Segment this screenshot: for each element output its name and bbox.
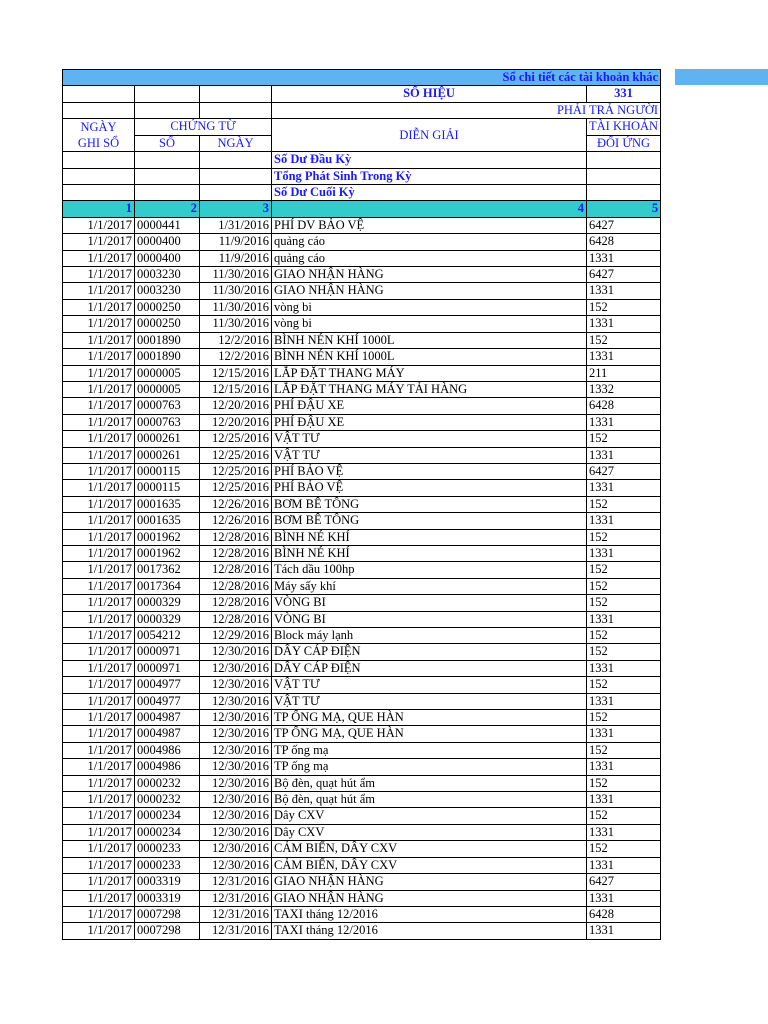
ngay-chung-tu-cell: 1/31/2016 [200,217,272,233]
dien-giai-cell: DÂY CÁP ĐIỆN [272,660,587,676]
ngay-ghi-so-cell: 1/1/2017 [63,447,135,463]
ngay-ghi-so-cell: 1/1/2017 [63,349,135,365]
table-row [63,857,661,873]
ngay-chung-tu-cell: 11/30/2016 [200,283,272,299]
col-number-5: 5 [587,201,661,217]
ngay-chung-tu-cell: 12/20/2016 [200,414,272,430]
dien-giai-cell: Máy sấy khí [272,578,587,594]
dien-giai-cell: CẢM BIẾN, DÂY CXV [272,841,587,857]
tai-khoan-doi-ung-cell: 152 [587,332,661,348]
dien-giai-cell: VÒNG BI [272,595,587,611]
dien-giai-cell: PHÍ ĐẬU XE [272,398,587,414]
column-number-row [63,201,661,217]
tai-khoan-doi-ung-cell: 152 [587,677,661,693]
so-chung-tu-cell: 0017362 [135,562,200,578]
title-bar-extension [675,69,768,85]
so-chung-tu-cell: 0001962 [135,545,200,561]
so-chung-tu-cell: 0000250 [135,299,200,315]
ngay-ghi-so-cell: 1/1/2017 [63,890,135,906]
tai-khoan-doi-ung-cell: 1331 [587,480,661,496]
ngay-ghi-so-cell: 1/1/2017 [63,628,135,644]
ngay-chung-tu-cell: 12/28/2016 [200,595,272,611]
ngay-chung-tu-cell: 12/30/2016 [200,693,272,709]
so-hieu-label: SỐ HIỆU [272,86,587,102]
ngay-chung-tu-cell: 12/30/2016 [200,857,272,873]
so-chung-tu-cell: 0000250 [135,316,200,332]
dien-giai-cell: TP ống mạ [272,759,587,775]
tai-khoan-doi-ung-cell: 152 [587,299,661,315]
tai-khoan-doi-ung-cell: 152 [587,529,661,545]
table-row [63,890,661,906]
ngay-chung-tu-cell: 12/25/2016 [200,463,272,479]
so-chung-tu-cell: 0000005 [135,365,200,381]
so-chung-tu-cell: 0001962 [135,529,200,545]
ngay-ghi-so-cell: 1/1/2017 [63,217,135,233]
ngay-chung-tu-cell: 12/31/2016 [200,906,272,922]
ngay-ghi-so-header [63,119,135,152]
tai-khoan-doi-ung-cell: 1331 [587,611,661,627]
table-row [63,677,661,693]
so-du-dau-ky-row [63,152,661,168]
ngay-ghi-so-cell: 1/1/2017 [63,414,135,430]
ngay-ghi-so-cell: 1/1/2017 [63,431,135,447]
ngay-ghi-so-cell: 1/1/2017 [63,644,135,660]
so-chung-tu-cell: 0000261 [135,431,200,447]
ngay-ghi-so-cell: 1/1/2017 [63,611,135,627]
ngay-ghi-so-cell: 1/1/2017 [63,578,135,594]
ngay-ghi-so-line2: GHI SỔ [77,136,120,151]
table-row [63,874,661,890]
ngay-ghi-so-cell: 1/1/2017 [63,841,135,857]
ngay-chung-tu-cell: 12/20/2016 [200,398,272,414]
ngay-ghi-so-cell: 1/1/2017 [63,496,135,512]
so-chung-tu-cell: 0004986 [135,759,200,775]
ngay-chung-tu-cell: 12/30/2016 [200,742,272,758]
so-du-cuoi-ky-row [63,185,661,201]
so-header: SỐ [135,135,200,152]
table-row [63,693,661,709]
table-row [63,234,661,250]
ngay-ghi-so-cell: 1/1/2017 [63,824,135,840]
dien-giai-cell: Dây CXV [272,808,587,824]
ngay-chung-tu-cell: 12/15/2016 [200,365,272,381]
ngay-ghi-so-cell: 1/1/2017 [63,660,135,676]
ngay-header: NGÀY [200,135,272,152]
dien-giai-cell: VÒNG BI [272,611,587,627]
tai-khoan-doi-ung-cell: 152 [587,562,661,578]
tai-khoan-doi-ung-cell: 1331 [587,890,661,906]
so-chung-tu-cell: 0000763 [135,398,200,414]
ngay-ghi-so-cell: 1/1/2017 [63,381,135,397]
ngay-chung-tu-cell: 12/25/2016 [200,431,272,447]
tai-khoan-doi-ung-cell: 6427 [587,217,661,233]
table-row [63,431,661,447]
table-row [63,349,661,365]
ngay-ghi-so-cell: 1/1/2017 [63,742,135,758]
tai-khoan-doi-ung-cell: 1331 [587,693,661,709]
dien-giai-cell: BƠM BÊ TÔNG [272,496,587,512]
tai-khoan-doi-ung-cell: 211 [587,365,661,381]
tai-khoan-doi-ung-cell: 1331 [587,759,661,775]
so-chung-tu-cell: 0000971 [135,660,200,676]
dien-giai-cell: BƠM BÊ TÔNG [272,513,587,529]
ngay-chung-tu-cell: 12/30/2016 [200,841,272,857]
ngay-chung-tu-cell: 12/26/2016 [200,513,272,529]
ngay-ghi-so-cell: 1/1/2017 [63,513,135,529]
title-row [63,70,661,86]
ngay-ghi-so-cell: 1/1/2017 [63,316,135,332]
ngay-chung-tu-cell: 12/30/2016 [200,644,272,660]
so-chung-tu-cell: 0000441 [135,217,200,233]
account-name-row [63,102,661,118]
so-chung-tu-cell: 0000115 [135,480,200,496]
table-row [63,660,661,676]
ngay-ghi-so-cell: 1/1/2017 [63,529,135,545]
table-row [63,299,661,315]
dien-giai-cell: TAXI tháng 12/2016 [272,906,587,922]
ngay-chung-tu-cell: 12/30/2016 [200,824,272,840]
ngay-chung-tu-cell: 12/31/2016 [200,890,272,906]
tai-khoan-header: TÀI KHOẢN [587,119,661,136]
tai-khoan-doi-ung-cell: 1332 [587,381,661,397]
tai-khoan-doi-ung-cell: 1331 [587,857,661,873]
dien-giai-cell: BÌNH NÉN KHÍ 1000L [272,349,587,365]
tai-khoan-doi-ung-cell: 152 [587,496,661,512]
dien-giai-cell: quảng cáo [272,234,587,250]
dien-giai-cell: TAXI tháng 12/2016 [272,923,587,939]
ngay-chung-tu-cell: 12/28/2016 [200,545,272,561]
so-chung-tu-cell: 0004977 [135,693,200,709]
ngay-ghi-so-cell: 1/1/2017 [63,693,135,709]
ngay-ghi-so-cell: 1/1/2017 [63,906,135,922]
tai-khoan-doi-ung-cell: 1331 [587,283,661,299]
ngay-ghi-so-cell: 1/1/2017 [63,299,135,315]
ngay-chung-tu-cell: 12/15/2016 [200,381,272,397]
dien-giai-cell: LẮP ĐẶT THANG MÁY TẢI HÀNG [272,381,587,397]
dien-giai-cell: PHÍ ĐẬU XE [272,414,587,430]
ngay-ghi-so-cell: 1/1/2017 [63,775,135,791]
so-chung-tu-cell: 0001890 [135,332,200,348]
dien-giai-cell: VẬT TƯ [272,693,587,709]
dien-giai-cell: VẬT TƯ [272,677,587,693]
dien-giai-cell: VẬT TƯ [272,447,587,463]
ledger-table [62,69,661,940]
dien-giai-cell: Bộ đèn, quạt hút ẩm [272,775,587,791]
so-chung-tu-cell: 0017364 [135,578,200,594]
tai-khoan-doi-ung-cell: 152 [587,710,661,726]
table-row [63,316,661,332]
ngay-chung-tu-cell: 12/30/2016 [200,677,272,693]
table-row [63,414,661,430]
dien-giai-cell: vòng bi [272,299,587,315]
ngay-chung-tu-cell: 11/30/2016 [200,316,272,332]
ngay-ghi-so-cell: 1/1/2017 [63,480,135,496]
ngay-ghi-so-cell: 1/1/2017 [63,857,135,873]
so-chung-tu-cell: 0004987 [135,710,200,726]
table-row [63,250,661,266]
tai-khoan-doi-ung-cell: 152 [587,775,661,791]
ngay-chung-tu-cell: 12/30/2016 [200,759,272,775]
ngay-ghi-so-line1: NGÀY [80,120,117,135]
so-chung-tu-cell: 0003230 [135,283,200,299]
ngay-chung-tu-cell: 11/9/2016 [200,250,272,266]
ngay-chung-tu-cell: 12/30/2016 [200,660,272,676]
tai-khoan-doi-ung-cell: 6428 [587,398,661,414]
dien-giai-cell: CẢM BIẾN, DÂY CXV [272,857,587,873]
tai-khoan-doi-ung-cell: 6428 [587,906,661,922]
table-row [63,710,661,726]
ngay-chung-tu-cell: 12/30/2016 [200,726,272,742]
ngay-ghi-so-cell: 1/1/2017 [63,365,135,381]
ngay-ghi-so-cell: 1/1/2017 [63,398,135,414]
col-number-4: 4 [272,201,587,217]
so-chung-tu-cell: 0007298 [135,923,200,939]
so-du-cuoi-ky-label: Số Dư Cuối Kỳ [272,185,587,201]
tai-khoan-doi-ung-cell: 152 [587,431,661,447]
tai-khoan-doi-ung-cell: 6427 [587,874,661,890]
dien-giai-cell: GIAO NHẬN HÀNG [272,283,587,299]
chung-tu-header: CHỨNG TỪ [135,119,272,136]
so-chung-tu-cell: 0000232 [135,775,200,791]
ngay-ghi-so-cell: 1/1/2017 [63,562,135,578]
so-chung-tu-cell: 0001635 [135,513,200,529]
tai-khoan-doi-ung-cell: 152 [587,644,661,660]
so-chung-tu-cell: 0003319 [135,874,200,890]
table-row [63,742,661,758]
so-chung-tu-cell: 0004987 [135,726,200,742]
dien-giai-cell: vòng bi [272,316,587,332]
dien-giai-cell: GIAO NHẬN HÀNG [272,874,587,890]
tai-khoan-doi-ung-cell: 1331 [587,447,661,463]
tai-khoan-doi-ung-cell: 1331 [587,250,661,266]
ledger-title: Sổ chi tiết các tài khoản khác [63,70,661,86]
ngay-ghi-so-cell: 1/1/2017 [63,726,135,742]
table-row [63,628,661,644]
so-chung-tu-cell: 0000763 [135,414,200,430]
table-row [63,611,661,627]
so-chung-tu-cell: 0001635 [135,496,200,512]
ngay-ghi-so-cell: 1/1/2017 [63,267,135,283]
tong-phat-sinh-row [63,168,661,184]
col-number-1: 1 [63,201,135,217]
table-row [63,906,661,922]
dien-giai-cell: BÌNH NÉN KHÍ 1000L [272,332,587,348]
ngay-ghi-so-cell: 1/1/2017 [63,677,135,693]
tai-khoan-doi-ung-cell: 152 [587,578,661,594]
so-chung-tu-cell: 0000400 [135,234,200,250]
ngay-ghi-so-cell: 1/1/2017 [63,595,135,611]
ngay-ghi-so-cell: 1/1/2017 [63,463,135,479]
so-chung-tu-cell: 0000261 [135,447,200,463]
tai-khoan-doi-ung-cell: 1331 [587,923,661,939]
dien-giai-cell: PHÍ BẢO VỆ [272,480,587,496]
table-row [63,217,661,233]
dien-giai-cell: DÂY CÁP ĐIỆN [272,644,587,660]
so-chung-tu-cell: 0000233 [135,857,200,873]
table-row [63,447,661,463]
account-number: 331 [587,86,661,102]
dien-giai-cell: Tách dầu 100hp [272,562,587,578]
tai-khoan-doi-ung-cell: 1331 [587,513,661,529]
ngay-chung-tu-cell: 12/28/2016 [200,529,272,545]
ngay-ghi-so-cell: 1/1/2017 [63,792,135,808]
dien-giai-cell: Dây CXV [272,824,587,840]
so-chung-tu-cell: 0003319 [135,890,200,906]
dien-giai-cell: Bộ đèn, quạt hút ẩm [272,792,587,808]
so-chung-tu-cell: 0000329 [135,595,200,611]
col-number-2: 2 [135,201,200,217]
dien-giai-cell: VẬT TƯ [272,431,587,447]
ngay-chung-tu-cell: 12/28/2016 [200,578,272,594]
ngay-chung-tu-cell: 12/30/2016 [200,808,272,824]
ngay-chung-tu-cell: 12/30/2016 [200,775,272,791]
table-row [63,283,661,299]
ngay-chung-tu-cell: 12/30/2016 [200,710,272,726]
dien-giai-cell: BÌNH NÉ KHÍ [272,545,587,561]
col-number-3: 3 [200,201,272,217]
header-row-1 [63,119,661,136]
tai-khoan-doi-ung-cell: 152 [587,841,661,857]
dien-giai-cell: TP ỐNG MẠ, QUE HÀN [272,710,587,726]
ngay-ghi-so-cell: 1/1/2017 [63,874,135,890]
ngay-ghi-so-cell: 1/1/2017 [63,283,135,299]
ngay-chung-tu-cell: 12/28/2016 [200,611,272,627]
dien-giai-cell: TP ỐNG MẠ, QUE HÀN [272,726,587,742]
so-chung-tu-cell: 0000234 [135,824,200,840]
so-chung-tu-cell: 0054212 [135,628,200,644]
dien-giai-cell: GIAO NHẬN HÀNG [272,890,587,906]
table-row [63,267,661,283]
dien-giai-cell: LẮP ĐẶT THANG MÁY [272,365,587,381]
ngay-chung-tu-cell: 12/2/2016 [200,332,272,348]
table-row [63,480,661,496]
table-row [63,496,661,512]
table-row [63,775,661,791]
table-row [63,923,661,939]
ngay-chung-tu-cell: 11/30/2016 [200,299,272,315]
so-chung-tu-cell: 0000400 [135,250,200,266]
dien-giai-cell: BÌNH NÉ KHÍ [272,529,587,545]
table-row [63,365,661,381]
ngay-chung-tu-cell: 12/26/2016 [200,496,272,512]
ngay-chung-tu-cell: 12/31/2016 [200,923,272,939]
ngay-chung-tu-cell: 11/30/2016 [200,267,272,283]
so-chung-tu-cell: 0004986 [135,742,200,758]
tai-khoan-doi-ung-cell: 1331 [587,660,661,676]
ngay-chung-tu-cell: 12/29/2016 [200,628,272,644]
table-row [63,644,661,660]
so-chung-tu-cell: 0000232 [135,792,200,808]
dien-giai-cell: Block máy lạnh [272,628,587,644]
table-row [63,759,661,775]
table-row [63,529,661,545]
dien-giai-cell: PHÍ DV BẢO VỆ [272,217,587,233]
table-row [63,463,661,479]
dien-giai-cell: quảng cáo [272,250,587,266]
ngay-ghi-so-cell: 1/1/2017 [63,250,135,266]
ngay-ghi-so-cell: 1/1/2017 [63,808,135,824]
dien-giai-cell: GIAO NHẬN HÀNG [272,267,587,283]
ngay-chung-tu-cell: 12/30/2016 [200,792,272,808]
ngay-ghi-so-cell: 1/1/2017 [63,234,135,250]
ngay-ghi-so-cell: 1/1/2017 [63,759,135,775]
so-chung-tu-cell: 0004977 [135,677,200,693]
tai-khoan-doi-ung-cell: 6428 [587,234,661,250]
tai-khoan-doi-ung-cell: 152 [587,628,661,644]
ngay-chung-tu-cell: 11/9/2016 [200,234,272,250]
table-row [63,578,661,594]
so-chung-tu-cell: 0003230 [135,267,200,283]
ngay-chung-tu-cell: 12/25/2016 [200,480,272,496]
ngay-ghi-so-cell: 1/1/2017 [63,332,135,348]
tai-khoan-doi-ung-cell: 1331 [587,414,661,430]
so-chung-tu-cell: 0001890 [135,349,200,365]
tai-khoan-doi-ung-cell: 152 [587,808,661,824]
tai-khoan-doi-ung-cell: 152 [587,742,661,758]
tong-phat-sinh-label: Tổng Phát Sinh Trong Kỳ [272,168,587,184]
so-chung-tu-cell: 0000005 [135,381,200,397]
so-chung-tu-cell: 0000329 [135,611,200,627]
table-row [63,562,661,578]
ngay-chung-tu-cell: 12/31/2016 [200,874,272,890]
table-row [63,381,661,397]
table-row [63,332,661,348]
so-chung-tu-cell: 0000971 [135,644,200,660]
tai-khoan-doi-ung-cell: 1331 [587,726,661,742]
table-row [63,808,661,824]
tai-khoan-doi-ung-cell: 1331 [587,792,661,808]
tai-khoan-doi-ung-cell: 6427 [587,463,661,479]
ngay-ghi-so-cell: 1/1/2017 [63,545,135,561]
doi-ung-header: ĐỐI ỨNG [587,135,661,152]
so-chung-tu-cell: 0007298 [135,906,200,922]
so-chung-tu-cell: 0000233 [135,841,200,857]
table-row [63,841,661,857]
tai-khoan-doi-ung-cell: 152 [587,595,661,611]
tai-khoan-doi-ung-cell: 1331 [587,349,661,365]
table-row [63,513,661,529]
ngay-chung-tu-cell: 12/28/2016 [200,562,272,578]
account-name: PHẢI TRẢ NGƯỜI [272,102,661,118]
table-row [63,398,661,414]
dien-giai-cell: PHÍ BẢO VỆ [272,463,587,479]
ngay-chung-tu-cell: 12/2/2016 [200,349,272,365]
table-row [63,545,661,561]
ngay-ghi-so-cell: 1/1/2017 [63,710,135,726]
table-row [63,726,661,742]
tai-khoan-doi-ung-cell: 1331 [587,824,661,840]
so-hieu-row [63,86,661,102]
so-chung-tu-cell: 0000115 [135,463,200,479]
ngay-ghi-so-cell: 1/1/2017 [63,923,135,939]
tai-khoan-doi-ung-cell: 6427 [587,267,661,283]
so-du-dau-ky-label: Số Dư Đầu Kỳ [272,152,587,168]
dien-giai-cell: TP ống mạ [272,742,587,758]
table-row [63,792,661,808]
ngay-chung-tu-cell: 12/25/2016 [200,447,272,463]
tai-khoan-doi-ung-cell: 1331 [587,545,661,561]
tai-khoan-doi-ung-cell: 1331 [587,316,661,332]
dien-giai-header: DIỄN GIẢI [272,119,587,152]
table-row [63,595,661,611]
table-row [63,824,661,840]
so-chung-tu-cell: 0000234 [135,808,200,824]
